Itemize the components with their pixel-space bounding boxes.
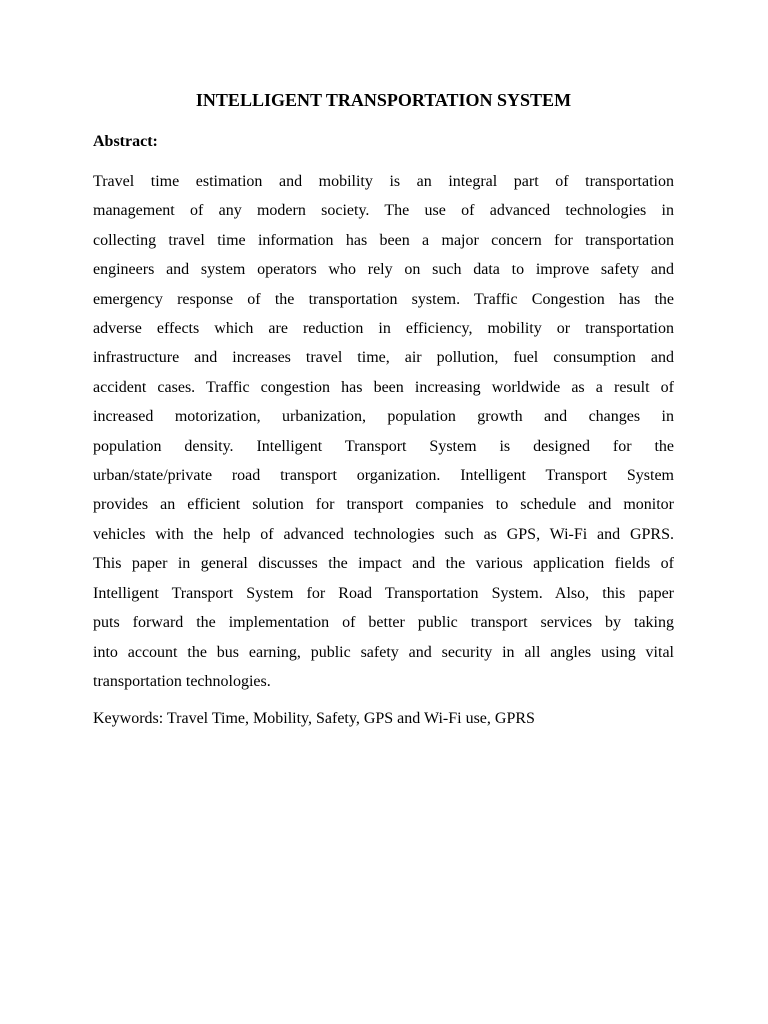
abstract-line: engineers and system operators who rely on such data to improve safety and	[93, 261, 674, 279]
abstract-line: collecting travel time information has been a major concern for transportation	[93, 231, 674, 249]
abstract-line: infrastructure and increases travel time, air pollution, fuel consumption and	[93, 349, 674, 367]
abstract-line: emergency response of the transportation system. Traffic Congestion has the	[93, 290, 674, 308]
abstract-heading: Abstract:	[93, 133, 158, 150]
abstract-line: Intelligent Transport System for Road Transportation System. Also, this paper	[93, 584, 674, 602]
paper-title: INTELLIGENT TRANSPORTATION SYSTEM	[195, 90, 572, 110]
abstract-line: This paper in general discusses the impact and the various application fields of	[93, 555, 674, 573]
abstract-line: increased motorization, urbanization, population growth and changes in	[93, 408, 674, 426]
keywords-line: Keywords: Travel Time, Mobility, Safety, GPS and Wi-Fi use, GPRS	[93, 710, 535, 727]
abstract-line: puts forward the implementation of better public transport services by taking	[93, 614, 674, 632]
abstract-line: urban/state/private road transport organization. Intelligent Transport System	[93, 467, 674, 485]
abstract-line: into account the bus earning, public safety and security in all angles using vital	[93, 643, 674, 661]
abstract-line: adverse effects which are reduction in efficiency, mobility or transportation	[93, 320, 674, 338]
abstract-line: transportation technologies.	[93, 672, 271, 690]
abstract-line: population density. Intelligent Transport System is designed for the	[93, 437, 674, 455]
abstract-line: management of any modern society. The use of advanced technologies in	[93, 202, 674, 220]
abstract-line: accident cases. Traffic congestion has been increasing worldwide as a result of	[93, 378, 674, 396]
abstract-line: Travel time estimation and mobility is an integral part of transportation	[93, 173, 674, 190]
abstract-body	[93, 167, 674, 696]
abstract-line: vehicles with the help of advanced technologies such as GPS, Wi-Fi and GPRS.	[93, 525, 674, 543]
abstract-line: provides an efficient solution for transport companies to schedule and monitor	[93, 496, 674, 514]
